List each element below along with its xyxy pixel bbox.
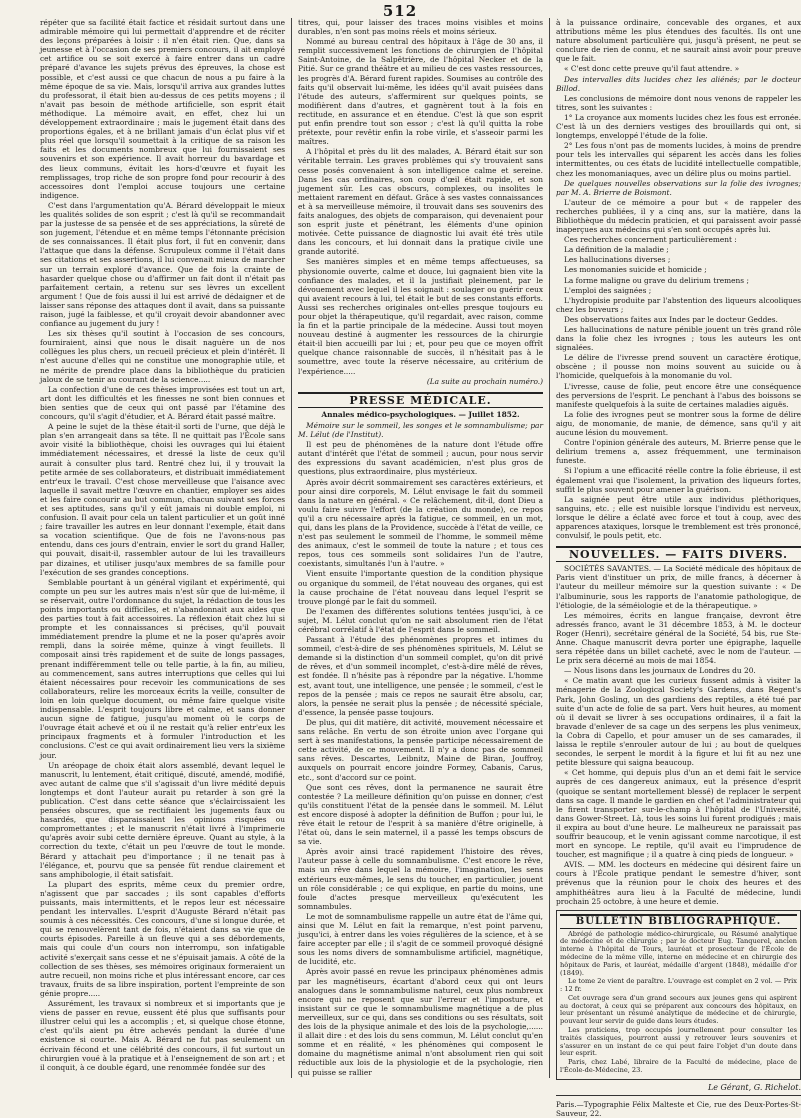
paragraph: Les hallucinations diverses ;: [564, 255, 671, 265]
divider: [556, 1095, 801, 1096]
paragraph: AVIS. — MM. les docteurs en médecine qui désirent faire un cours à l'École pratique pendant le semestre d'hiver, sont prévenus que la réunion pour le choix des heures et des amphithéâtres aura lieu à la Faculté de médecine, lundi prochain 25 octobre, à une heure et demie.: [556, 860, 801, 906]
page-number: 512: [382, 2, 418, 20]
paragraph: Abrégé de pathologie médico-chirurgicale, ou Résumé analytique de médecine et de chirurgie ; par le docteur Eug. Tanquerel, ancien interne à l'hôpital de Tours, lauréat et prosecteur de l'École de médecine de la même ville, interne en médecine et en chirurgie des hôpitaux de Paris, et lauréat, médaille d'argent (1848), médaille d'or (1849).: [560, 929, 797, 977]
paragraph: La saignée peut être utile aux individus pléthoriques, sanguins, etc. ; elle est nuisible lorsque l'individu est nerveux, lorsque le délire a éclaté avec force et tout à coup, avec des apparences ataxiques, lorsque le tremblement est très prononcé, convulsif, le pouls petit, etc.: [556, 494, 801, 541]
column-1: [40, 18, 285, 1088]
paragraph: Ses manières simples et en même temps affectueuses, sa physionomie ouverte, calme et douce, lui gagnaient bien vite la confiance des malades, et il la justifiait pleinement, par le dévouement avec lequel il les soignait : soulager ou guérir ceux qui avaient recours à lui, tel était le but de ses constants efforts. Aussi ses recherches originales ont-elles presque toujours eu pour objet la thérapeutique, qu'il regardait, avec raison, comme la fin et la partie principale de la médecine. Aussi tout moyen nouveau destiné à augmenter les ressources de la chirurgie était-il bien accueilli par lui ; et, pour peu que ce moyen offrît quelque chance raisonnable de succès, il n'hésitait pas à le soumettre, avec toute la réserve nécessaire, au critérium de l'expérience.....: [298, 257, 543, 376]
paragraph: Passant à l'étude des phénomènes propres et intimes du sommeil, c'est-à-dire de ses phénomènes spirituels, M. Lélut se demande si la distinction d'un sommeil complet, qu'on dit privé de rêves, et d'un sommeil incomplet, c'est-à-dire mêlé de rêves, est fondée. Il n'hésite pas à répondre par la négative. L'homme est, avant tout, une intelligence, une pensée ; le sommeil, c'est le repos de la pensée ; mais ce repos ne saurait être absolu, car, alors, la pensée ne serait plus la pensée ; de nécessité spéciale, d'essence, la pensée passe toujours.: [298, 635, 544, 717]
paragraph: SOCIÉTÉS SAVANTES. — La Société médicale des hôpitaux de Paris vient d'instituer un prix, de mille francs, à décerner à l'auteur du meilleur mémoire sur la question suivante : « De l'albuminurie, sous les rapports de l'anatomie pathologique, de l'étiologie, de la séméiologie et de la thérapeutique. »: [556, 564, 801, 610]
paragraph: Le délire de l'ivresse prend souvent un caractère érotique, obscène ; il pousse non moins souvent au suicide ou à l'homicide, quelquefois à la monomanie du vol.: [556, 353, 801, 381]
paragraph: Que sont ces rêves, dont la permanence ne saurait être contestée ? La meilleure définition qu'on puisse en donner, c'est qu'ils constituent l'état de la pensée dans le sommeil. M. Lélut est encore disposé à adopter la définition de Buffon ; pour lui, le rêve était le retour de l'esprit à sa manière d'être originelle, à l'état où, dans le sein maternel, il a passé les temps obscurs de sa vie.: [298, 782, 543, 847]
bibliographic-bulletin: [556, 910, 801, 1080]
paragraph: Les mémoires, écrits en langue française, devront être adressés franco, avant le 31 décembre 1853, à M. le docteur Roger (Henri), secrétaire général de la Société, 54 bis, rue Ste-Anne. Chaque manuscrit devra porter une épigraphe, laquelle sera répétée dans un billet cacheté, avec le nom de l'auteur. — Le prix sera décerné au mois de mai 1854.: [556, 610, 801, 666]
paragraph: Les praticiens, trop occupés journellement pour consulter les traités classiques, pourront aussi y retrouver leurs souvenirs et s'assurer en un instant de ce qui peut faire l'objet d'un doute dans leur esprit.: [560, 1026, 797, 1058]
paragraph: 1° La croyance aux moments lucides chez les fous est erronée. C'est là un des derniers vestiges des brouillards qui ont, si longtemps, enveloppé l'étude de la folie.: [556, 112, 801, 141]
paragraph: De l'examen des différentes solutions tentées jusqu'ici, à ce sujet, M. Lélut conclut qu'on ne sait absolument rien de l'état cérébral corrélatif à l'état de l'esprit dans le sommeil.: [298, 606, 543, 634]
paragraph: L'hydropisie produite par l'abstention des liqueurs alcooliques chez les buveurs ;: [556, 295, 801, 314]
paragraph: Des observations faites aux Indes par le docteur Geddes.: [564, 314, 778, 324]
section-title-nouvelles: NOUVELLES. — FAITS DIVERS.: [556, 546, 801, 562]
column-rule: [549, 18, 550, 1078]
paragraph: Semblable pourtant à un général vigilant et expérimenté, qui compte un peu sur les autres mais n'est sûr que de lui-même, il se réservait, outre l'ordonnance du sujet, la rédaction de tous les points importants ou difficiles, et n'abandonnait aux aides que des parties tout à fait accessoires. La réflexion était chez lui si prompte et les connaissances si précises, qu'il pouvait immédiatement prendre la plume et ne la poser qu'après avoir rempli, dans la soirée même, quinze à vingt feuillets. Il composait ainsi très rapidement et de suite de longs passages, prenant indifféremment telle ou telle partie, à la fin, au milieu, au commencement, sans autres interruptions que celles qui lui étaient nécessaires pour recevoir les communications de ses collaborateurs, relire les morceaux écrits la veille, consulter de loin en loin quelque document, ou même faire quelque visite indispensable. L'esprit toujours libre et calme, et sans donner aucun signe de fatigue, jusqu'au moment où le corps de l'ouvrage était achevé et où il ne restait qu'à relier entr'eux les principaux fragments et à formuler l'introduction et les conclusions. C'est ce qui avait ordinairement lieu vers la sixième jour.: [40, 577, 285, 760]
journal-heading: Annales médico-psychologiques. — Juillet 1852.: [321, 409, 520, 419]
column-rule: [291, 18, 292, 1078]
paragraph: Ces recherches concernent particulièrement :: [564, 235, 737, 245]
paragraph: La confection d'une de ces thèses improvisées est tout un art, art dont les difficultés et les finesses ne sont bien connues et bien senties que de ceux qui ont passé par l'étamine des concours, qu'il s'agit d'étudier, et A. Bérard était passé maître.: [40, 384, 285, 422]
paragraph: Vient ensuite l'importante question de la condition physique ou organique du sommeil, de l'état nouveau des organes, qui est la cause prochaine de l'état nouveau dans lequel l'esprit se trouve plongé par le fait du sommeil.: [298, 569, 543, 606]
paragraph: répéter que sa facilité était factice et résidait surtout dans une admirable mémoire qui lui permettait d'apprendre et de réciter des leçons préparées à loisir : il n'en était rien. Que, dans sa jeunesse et à l'occasion de ses premiers concours, il ait employé cet artifice ou se soit exercé à faire entrer dans un cadre préparé d'avance les sujets prévus des épreuves, la chose est possible, et c'est aussi ce que chacun de nous a pu faire à la même époque de sa vie. Mais, lorsqu'il arriva aux grandes luttes du professorat, il était bien au-dessus de ces petits moyens ; il n'avait pas besoin de méthode artificielle, son esprit était méthodique. La mémoire avait, en effet, chez lui un développement extraordinaire ; mais le jugement était dans des proportions égales, et à ne brillant jamais d'un éclat plus vif et plus réel que lorsqu'il soumettait à la critique de sa raison les faits et les documents nombreux que lui fournissaient ses souvenirs et son expérience. Il avait horreur du bavardage et des lieux communs, évitait les hors-d'œuvre et fuyait les remplissages, trop riche de son propre fond pour recourir à des accessoires dont l'emploi accuse toujours une certaine indigence.: [40, 18, 285, 200]
paragraph: De plus, qui dit matière, dit activité, mouvement nécessaire et sans relâche. En vertu de son étroite union avec l'organe qui sert à ses manifestations, la pensée participe nécessairement de cette activité, de ce mouvement. Il n'y a donc pas de sommeil sans rêves. Descartes, Leibnitz, Maine de Biran, Jouffroy, auxquels on pourrait encore joindre Formey, Cabanis, Carus, etc., sont d'accord sur ce point.: [298, 717, 543, 782]
article-title: Des intervalles dits lucides chez les aliénés; par le docteur Billod.: [556, 74, 801, 93]
paragraph: Le tome 2e vient de paraître. L'ouvrage est complet en 2 vol. — Prix : 12 fr.: [560, 977, 797, 994]
paragraph: Il est peu de phénomènes de la nature dont l'étude offre autant d'intérêt que l'état de sommeil ; aucun, pour nous servir des expressions du savant académicien, n'est plus gros de questions, plus extraordinaire, plus mystérieux.: [298, 440, 543, 477]
to-be-continued: (La suite au prochain numéro.): [426, 376, 543, 386]
paragraph: L'ivresse, cause de folie, peut encore être une conséquence des perversions de l'esprit. Le penchant à l'abus des boissons se manifeste quelquefois à la suite de certaines maladies aiguës.: [556, 381, 801, 409]
section-title-presse: PRESSE MÉDICALE.: [298, 392, 543, 408]
article-title: Mémoire sur le sommeil, les songes et le somnambulisme; par M. Lélut (de l'Institut).: [298, 420, 543, 440]
paragraph: Assurément, les travaux si nombreux et si importants que je viens de passer en revue, eussent été plus que suffisants pour illustrer celui qui les a accomplis ; et, si quelque chose étonne, c'est qu'ils aient pu être achevés pendant la durée d'une existence si courte. Mais A. Bérard ne fut pas seulement un écrivain fécond et une célébrité des concours, il fut surtout un chirurgien voué à la pratique et à l'enseignement de son art ; et il conquit, à ce double égard, une renommée fondée sur des: [40, 999, 285, 1072]
paragraph: Contre l'opinion générale des auteurs, M. Brierre pense que le delirium tremens a, assez fréquemment, une terminaison funeste.: [556, 438, 801, 466]
paragraph: Paris, chez Labé, libraire de la Faculté de médecine, place de l'École-de-Médecine, 23.: [560, 1058, 797, 1075]
gerant-signature: Le Gérant, G. Richelot.: [707, 1082, 801, 1092]
paragraph: titres, qui, pour laisser des traces moins visibles et moins durables, n'en sont pas moins réels et moins sérieux.: [298, 18, 543, 37]
paragraph: Les six thèses qu'il soutint à l'occasion de ses concours, fourniraient, ainsi que nous le disait naguère un de nos collègues les plus chers, un recueil précieux et plein d'intérêt. Il n'est aucune d'elles qui ne constitue une monographie utile, et ne mérite de prendre place dans la bibliothèque du praticien jaloux de se tenir au courant de la science.....: [40, 329, 285, 384]
paragraph: Cet ouvrage sera d'un grand secours aux jeunes gens qui aspirent au doctorat, à ceux qui se préparent aux concours des hôpitaux, en leur présentant un résumé analytique de médecine et de chirurgie, pouvant leur servir de guide dans leurs études.: [560, 993, 797, 1026]
section-title-bulletin: BULLETIN BIBLIOGRAPHIQUE.: [560, 914, 797, 929]
paragraph: 2° Les fous n'ont pas de moments lucides, à moins de prendre pour tels les intervalles qui séparent les accès dans les folies intermittentes, ou ces états de lucidité intellectuelle compatible, chez les monomaniaques, avec un délire plus ou moins partiel.: [556, 141, 801, 178]
paragraph: Après avoir ainsi tracé rapidement l'histoire des rêves, l'auteur passe à celle du somnambulisme. C'est encore le rêve, mais un rêve dans lequel la mémoire, l'imagination, les sens extérieurs eux-mêmes, le sens du toucher, en particulier, jouent un rôle considérable ; ce qui explique, en partie du moins, une foule d'actes presque merveilleux qu'exécutent les somnambules.: [298, 847, 543, 911]
paragraph: Le mot de somnambulisme rappelle un autre état de l'âme qui, ainsi que M. Lélut en fait la remarque, n'est point parvenu, jusqu'ici, à entrer dans les voies régulières de la science, et à se faire accepter par elle ; il s'agit de ce sommeil provoqué désigné sous les noms divers de somnambulisme artificiel, magnétique, de lucidité, etc.: [298, 911, 543, 967]
column-3: [556, 18, 801, 1118]
paragraph: La définition de la maladie ;: [564, 245, 669, 255]
paragraph: La folie des ivrognes peut se montrer sous la forme de délire aigu, de monomanie, de manie, de démence, sans qu'il y ait aucune lésion du mouvement.: [556, 409, 801, 438]
paragraph: Après avoir passé en revue les principaux phénomènes admis par les magnétiseurs, écartant d'abord ceux qui ont leurs analogues dans le somnambulisme naturel, ceux plus nombreux encore qui ne reposent que sur l'erreur et l'imposture, et insistant sur ce que le somnambulisme magnétique a de plus merveilleux, sur ce qui, dans ses conditions ou ses résultats, soit des lois de la physique animale et des lois de la psychologie,...... il allait dire : et des lois du sens commun, M. Lélut conclut qu'en somme et en réalité, « les phénomènes qui composent le domaine du magnétisme animal n'ont absolument rien qui soit réductible aux lois de la physiologie et de la psychologie, rien qui puisse se rallier: [298, 967, 543, 1077]
paragraph: L'emploi des saignées ;: [564, 285, 652, 295]
paragraph: Si l'opium a une efficacité réelle contre la folie ébrieuse, il est également vrai que l'isolement, la privation des liqueurs fortes, suffit le plus souvent pour amener la guérison.: [556, 466, 801, 494]
paragraph: — Nous lisons dans les journaux de Londres du 20.: [564, 666, 756, 676]
paragraph: « Cet homme, qui depuis plus d'un an et demi fait le service auprès de ces dangereux animaux, eut la présence d'esprit (quoique se sentant mortellement blessé) de replacer le serpent dans sa cage. Il mande le gardien en chef et l'administrateur qui le firent transporter sur-le-champ à l'hôpital de l'Université, dans Gower-Street. Là, tous les soins lui furent prodigués ; mais il expira au bout d'une heure. Le malheureux ne paraissait pas souffrir beaucoup, et le venin agissant comme narcotique, il est mort en syncope. Le reptile, qu'il avait eu l'imprudence de toucher, est magnifique ; il a quatre à cinq pieds de longueur. »: [556, 768, 801, 860]
paragraph: Les conclusions de mémoire dont nous venons de rappeler les titres, sont les suivantes :: [556, 93, 801, 112]
paragraph: L'auteur de ce mémoire a pour but « de rappeler des recherches publiées, il y a cinq ans, sur la matière, dans la Bibliothèque du médecin praticien, et qui paraissent avoir passé inaperçues aux médecins qui s'en sont occupés après lui.: [556, 197, 801, 235]
paragraph: Un aréopage de choix était alors assemblé, devant lequel le manuscrit, lu lentement, était critiqué, discuté, amendé, modifié, avec autant de calme que s'il s'agissait d'un livre médité depuis longtemps et dont l'auteur aurait pu retarder à son gré la publication. C'est dans cette séance que s'éclaircissaient les pensées obscures, que se rectifiaient les jugements faux ou hasardés, que disparaissaient les opinions risquées ou compromettantes ; et le manuscrit n'était livré à l'imprimerie qu'après avoir subi cette dernière épreuve. Quant au style, à la correction du texte, c'était un peu l'œuvre de tout le monde. Bérard y attachait peu d'importance ; il ne tenait pas à l'élégance, et, pourvu que sa pensée fût rendue clairement et sans amphibologie, il était satisfait.: [40, 760, 285, 879]
paragraph: Après avoir décrit sommairement ses caractères extérieurs, et pour ainsi dire corporels, M. Lélut envisage le fait du sommeil dans la nature en général. « Ce relâchement, dit-il, dont Dieu a voulu faire suivre l'effort (de la création du monde), ce repos qu'il a cru nécessaire après la fatigue, ce sommeil, en un mot, qui, dans les plans de la Providence, succède à l'état de veille, ce n'est pas seulement le sommeil de l'homme, le sommeil même des animaux, c'est le sommeil de toute la nature ; et tous ces repos, tous ces sommeils sont solidaires l'un de l'autre, coexistants, simultanés l'un à l'autre. »: [298, 477, 543, 569]
paragraph: « Ce matin avant que les curieux fussent admis à visiter la ménagerie de la Zoological Society's Gardens, dans Regent's Park, John Gosling, un des gardiens des reptiles, a été tué par suite d'un acte de folie de sa part. Vers huit heures, au moment où il devait se livrer à ses occupations ordinaires, il a fait la bravade d'enlever de sa cage un des serpens les plus venimeux, la Cobra di Capello, et pour amuser un de ses camarades, il laissa le reptile s'enrouler autour de lui ; au bout de quelques secondes, le serpent le mordit à la figure et lui fit au nez une petite blessure qui saigna beaucoup.: [556, 676, 801, 768]
paragraph: A peine le sujet de la thèse était-il sorti de l'urne, que déjà le plan s'en arrangeait dans sa tête. Il ne quittait pas l'École sans avoir visité la bibliothèque, choisi les ouvrages qui lui étaient immédiatement nécessaires, et dressé la liste de ceux qu'il aurait à consulter plus tard. Rentré chez lui, il y trouvait la petite armée de ses collaborateurs, et distribuait immédiatement entr'eux le travail. C'est chose merveilleuse que l'aisance avec laquelle il savait mettre l'œuvre en chantier, employer ses aides et les faire concourir au but commun, chacun suivant ses forces et ses aptitudes, sans qu'il y eût jamais ni double emploi, ni confusion. Il avait pour cela un talent particulier et un goût inné ; faire travailler les autres en leur donnant l'exemple, était dans sa vocation scientifique. Que de fois ne l'avons-nous pas entendu, dans ces jours d'entrain, envier le sort du grand Haller, qui pouvait, disait-il, rassembler autour de lui les travailleurs par dizaines, et utiliser jusqu'aux membres de sa famille pour l'exécution de ses grandes conceptions.: [40, 422, 285, 577]
paragraph: C'est dans l'argumentation qu'A. Bérard développait le mieux les qualités solides de son esprit ; c'est là qu'il se recommandait par la justesse de sa pensée et de ses appréciations, la sûreté de son jugement, l'étendue et en même temps l'étonnante précision de ses connaissances. Il était plus fort, il fut en convenir, dans l'attaque que dans la défense. Scrupuleux comme il l'était dans ses citations et ses assertions, il lui convenait mieux de marcher sur un terrain exploré d'avance. Que de fois la crainte de hasarder quelque chose ou d'affirmer un fait dont il n'était pas parfaitement certain, a retenu sur ses lèvres un excellent argument ! Que de fois aussi il lui est arrivé de dédaigner et de laisser sans réponse des attaques dont il avait, dans sa puissante raison, jugé la faiblesse, et qu'il croyait devoir abandonner avec confiance au jugement du jury !: [40, 200, 285, 329]
paragraph: La forme maligne ou grave du delirium tremens ;: [564, 275, 749, 285]
paragraph: à la puissance ordinaire, concevable des organes, et aux attributions même les plus étendues des facultés. Ils ont une nature absolument particulière qui, jusqu'à présent, ne peut se conclure de rien de connu, et ne saurait ainsi avoir pour preuve que le fait.: [556, 18, 801, 64]
paragraph: Les monomanies suicide et homicide ;: [564, 265, 707, 275]
paragraph: « C'est donc cette preuve qu'il faut attendre. »: [564, 64, 740, 74]
imprint: Paris.—Typographie Félix Malteste et Cie, rue des Deux-Portes-St-Sauveur, 22.: [556, 1099, 801, 1118]
paragraph: Les hallucinations de nature pénible jouent un très grand rôle dans la folie chez les ivrognes ; tous les auteurs les ont signalées.: [556, 325, 801, 353]
paragraph: La plupart des esprits, même ceux du premier ordre, n'agissent que par saccades ; ils sont capables d'efforts puissants, mais intermittents, et le repos leur est nécessaire pendant les intervalles. L'esprit d'Auguste Bérard n'était pas soumis à ces nécessités. Ces concours, d'une si longue durée, et qui se renouvelèrent tant de fois, n'étaient dans sa vie que de courts épisodes. Pareille à un fleuve qui a ses débordements, mais qui coule d'un cours non interrompu, son infatigable activité s'exerçait sans cesse et ne s'épuisait jamais. A côté de la collection de ses thèses, ses mémoires originaux formeraient un autre recueil, non moins riche et plus intéressant encore, car ces travaux, fruits de sa libre inspiration, portent l'empreinte de son génie propre.....: [40, 879, 285, 998]
column-2: [298, 18, 543, 1088]
article-title: De quelques nouvelles observations sur la folie des ivrognes; par M. A. Brierre de Boismont.: [556, 178, 801, 197]
paragraph: A l'hôpital et près du lit des malades, A. Bérard était sur son véritable terrain. Les graves problèmes qui s'y trouvaient sans cesse posés convenaient à son intelligence calme et sereine. Dans les cas ordinaires, son coup d'œil était rapide, et son jugement sûr. Les cas obscurs, complexes, ou insolites le mettaient rarement en défaut. Grâce à ses vastes connaissances et à sa merveilleuse mémoire, il trouvait dans ses souvenirs des faits analogues, des objets de comparaison, qui devenaient pour son esprit juste et pénétrant, les éléments d'une opinion motivée. Cette puissance de diagnostic lui avait été très utile dans les concours, et lui donnait dans la pratique civile une grande autorité.: [298, 147, 543, 257]
paragraph: Nommé au bureau central des hôpitaux à l'âge de 30 ans, il remplit successivement les fonctions de chirurgien de l'hôpital Saint-Antoine, de la Salpêtrière, de l'hôpital Necker et de la Pitié. Sur ce grand théâtre et au milieu de ces vastes ressources, les progrès d'A. Bérard furent rapides. Soumises au contrôle des faits qu'il observait lui-même, les idées qu'il avait puisées dans l'étude des auteurs, s'affermirent sur quelques points, se modifièrent dans d'autres, et gagnèrent tout à la fois en rectitude, en assurance et en étendue. C'est là que son esprit put enfin prendre tout son essor ; c'est là qu'il quitta la robe prétexte, pour revêtir enfin la robe virile, et s'asseoir parmi les maîtres.: [298, 37, 543, 147]
